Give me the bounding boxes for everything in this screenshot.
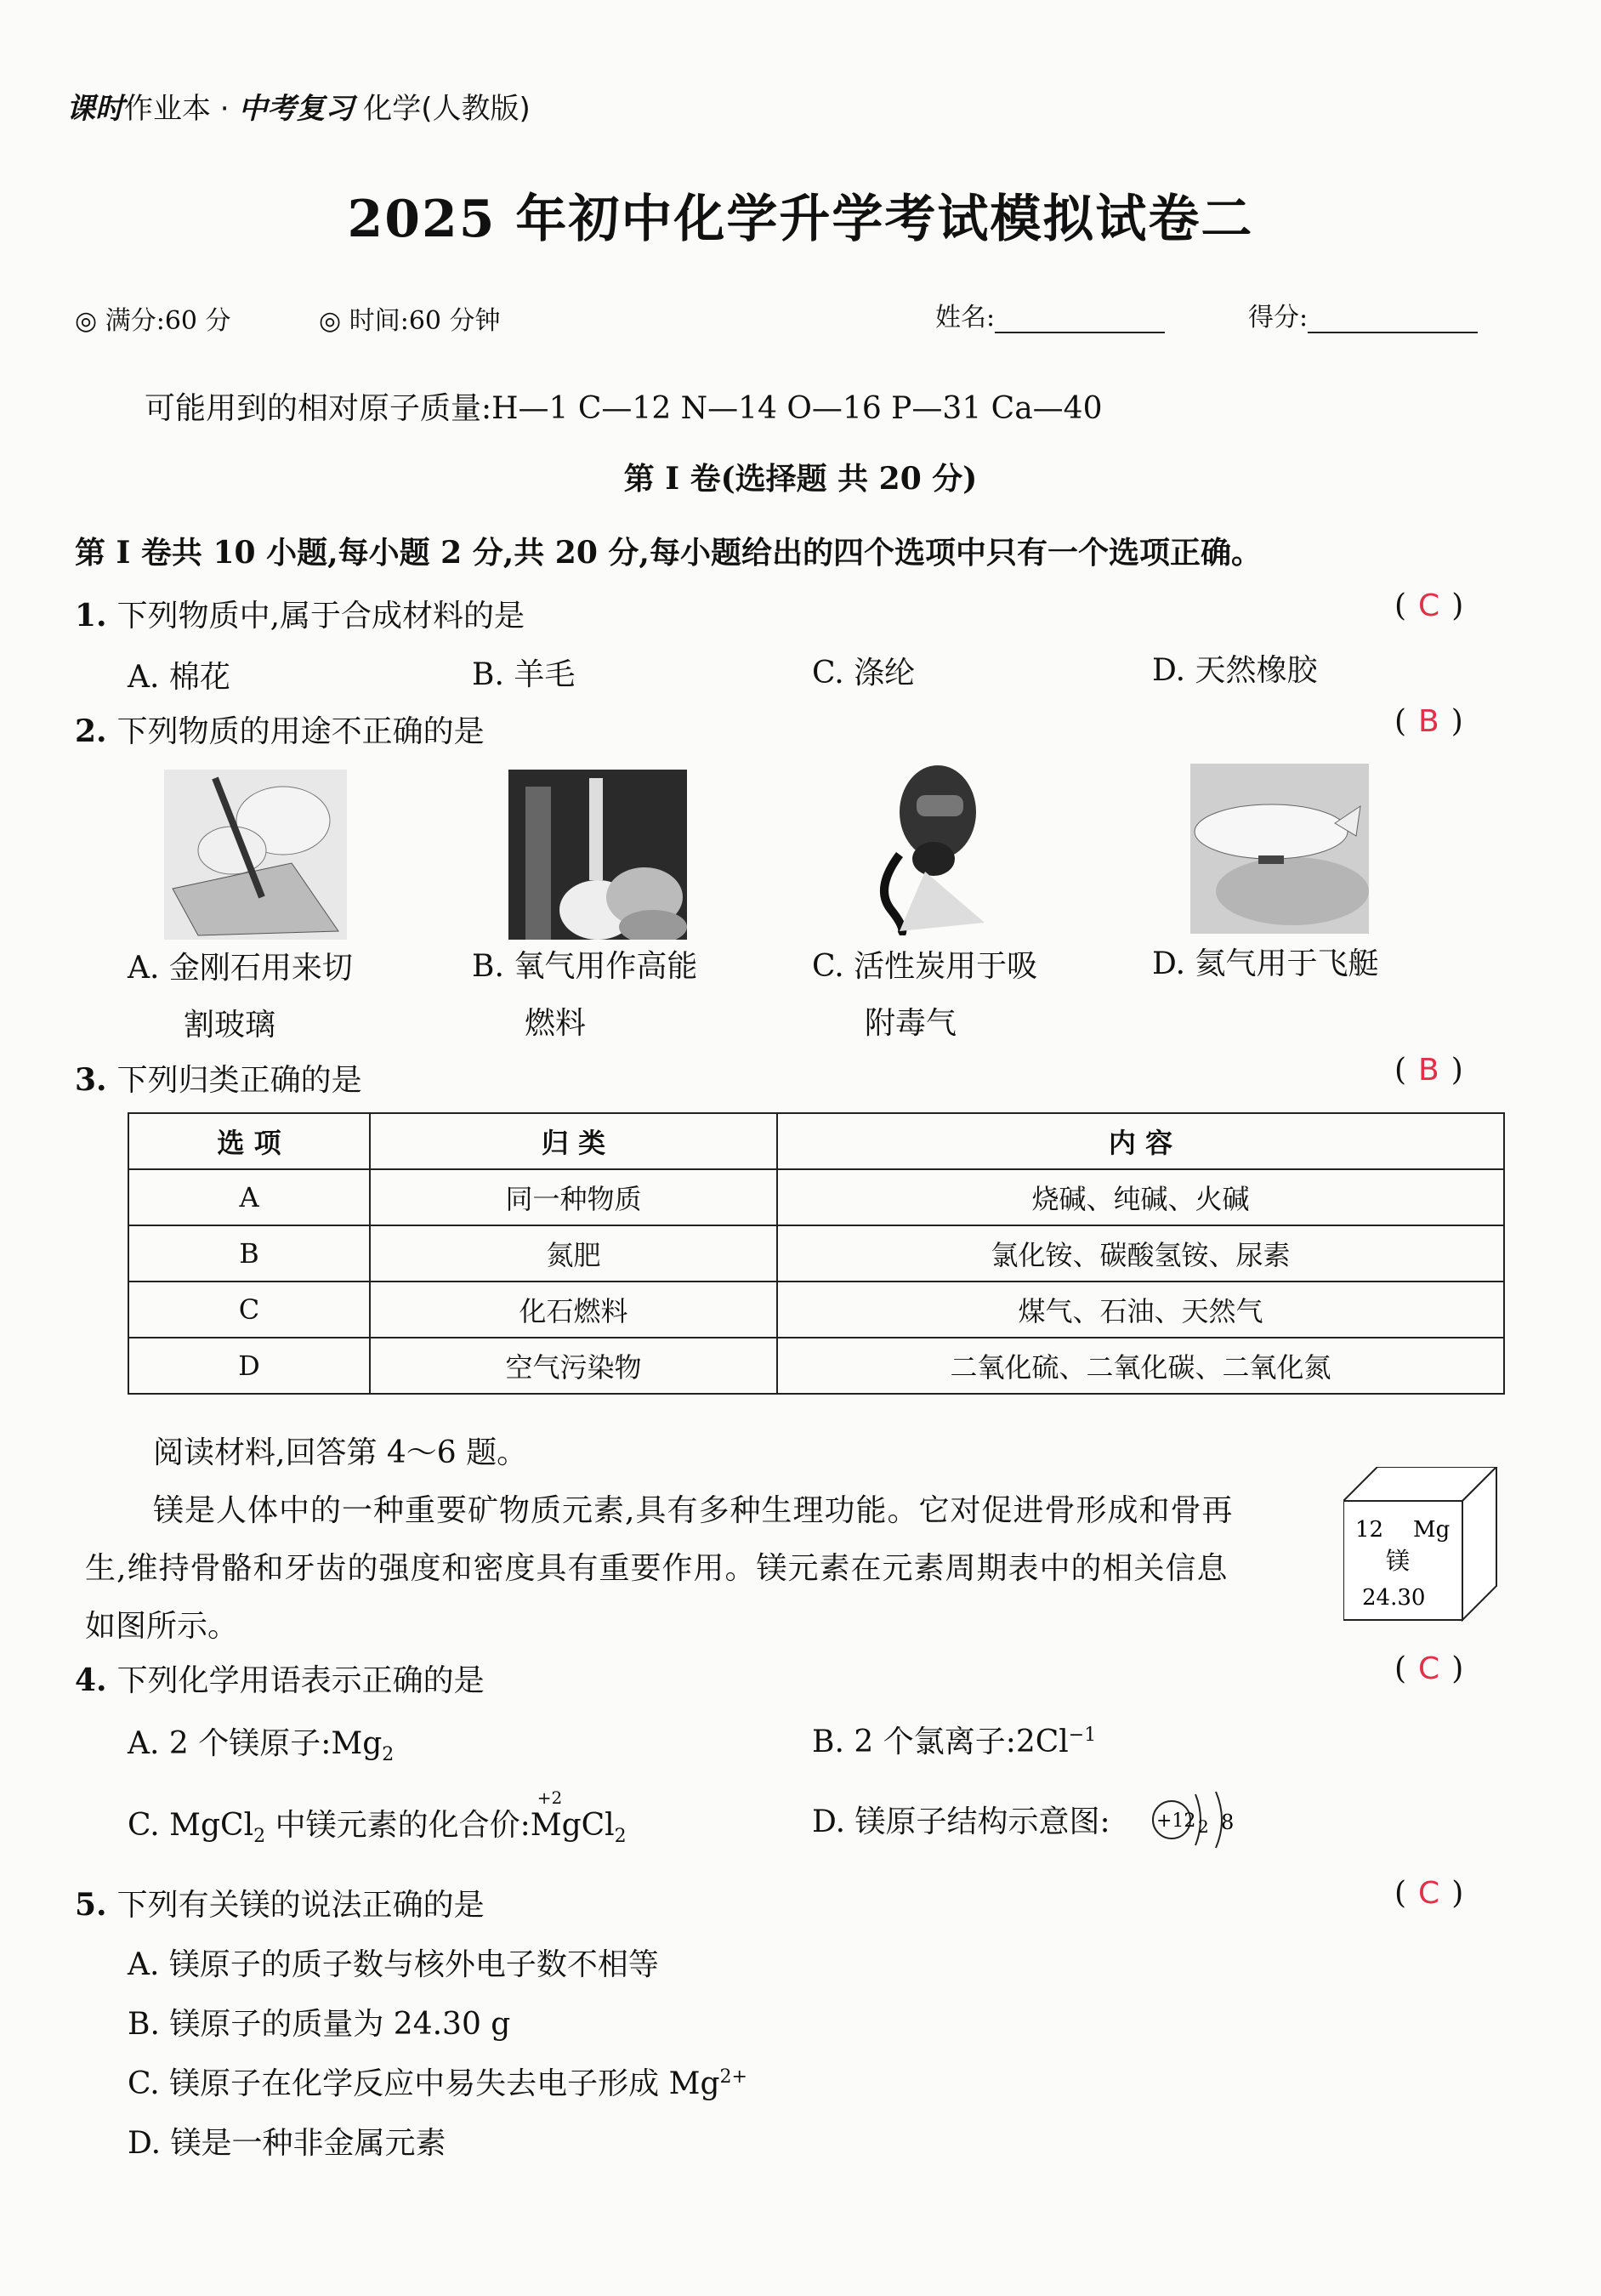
q2-answer-box: ( B ) — [1394, 704, 1463, 739]
nucleus-charge: +12 — [1156, 1810, 1196, 1832]
question-3 — [75, 1056, 362, 1100]
q4-answer: C — [1418, 1651, 1440, 1686]
question-1 — [75, 592, 525, 635]
q5-option-c — [128, 2060, 747, 2103]
q1-stem: 下列物质中,属于合成材料的是 — [116, 599, 525, 634]
q5-option-b: B. 镁原子的质量为 24.30 g — [128, 2007, 511, 2042]
q2-option-b — [472, 942, 697, 1043]
reading-line-3: 如图所示。 — [85, 1609, 239, 1644]
q4-option-c-sub: 2 — [253, 1826, 266, 1848]
table-cell: 氯化铵、碳酸氢铵、尿素 — [777, 1225, 1504, 1282]
gas-mask-image — [866, 761, 1002, 935]
q2-stem: 下列物质的用途不正确的是 — [116, 714, 485, 749]
q2-option-b-line2: 燃料 — [525, 1006, 587, 1041]
q4-option-c — [128, 1787, 627, 1848]
table-row — [128, 1169, 1504, 1225]
table-cell: 化石燃料 — [370, 1282, 777, 1338]
page-title: 2025 年初中化学升学考试模拟试卷二 — [347, 190, 1254, 249]
table-header-cell: 选 项 — [128, 1113, 370, 1169]
table-header-row — [128, 1113, 1504, 1169]
q1-option-c: C. 涤纶 — [812, 656, 916, 691]
shell-2-electrons: 8 — [1221, 1810, 1235, 1834]
time-limit: ◎ 时间:60 分钟 — [319, 306, 501, 336]
q3-answer: B — [1418, 1053, 1439, 1088]
magnesium-atom-diagram — [1150, 1782, 1252, 1858]
question-2 — [75, 708, 485, 751]
q4-option-b-sup: −1 — [1068, 1725, 1097, 1746]
q4-option-d-text: D. 镁原子结构示意图: — [812, 1804, 1110, 1839]
q3-number: 3. — [75, 1062, 107, 1098]
table-cell: 同一种物质 — [370, 1169, 777, 1225]
instruction: 第 I 卷共 10 小题,每小题 2 分,共 20 分,每小题给出的四个选项中只有一个选项正确。 — [75, 535, 1262, 571]
airship-image — [1190, 764, 1369, 934]
q5-answer-box: ( C ) — [1394, 1876, 1464, 1911]
q1-option-b: B. 羊毛 — [472, 657, 576, 692]
q2-option-d: D. 氦气用于飞艇 — [1152, 946, 1379, 981]
q2-number: 2. — [75, 713, 107, 749]
name-field[interactable] — [935, 296, 1165, 333]
table-cell: 空气污染物 — [370, 1338, 777, 1394]
header-part2: 作业本 · — [124, 92, 239, 126]
rocket-launch-image — [508, 770, 687, 940]
header-part4: 化学(人教版) — [354, 92, 531, 126]
q4-option-c-end-sub: 2 — [614, 1826, 627, 1848]
diamond-cutting-image — [164, 770, 347, 940]
name-label: 姓名: — [935, 303, 996, 332]
q4-stem: 下列化学用语表示正确的是 — [116, 1663, 485, 1698]
atomic-masses: 可能用到的相对原子质量:H—1 C—12 N—14 O—16 P—31 Ca—40 — [145, 391, 1103, 426]
q5-option-d: D. 镁是一种非金属元素 — [128, 2126, 446, 2161]
table-header-cell: 归 类 — [370, 1113, 777, 1169]
name-line[interactable] — [995, 306, 1165, 333]
table-row — [128, 1225, 1504, 1282]
q5-answer: C — [1418, 1876, 1440, 1911]
q4-option-a-text: A. 2 个镁原子:Mg — [128, 1726, 383, 1761]
question-4 — [75, 1657, 485, 1700]
q1-option-d: D. 天然橡胶 — [1152, 653, 1318, 688]
reading-line-2: 生,维持骨骼和牙齿的强度和密度具有重要作用。镁元素在元素周期表中的相关信息 — [85, 1551, 1229, 1586]
table-cell: A — [128, 1169, 370, 1225]
question-5 — [75, 1881, 485, 1924]
classification-table — [128, 1112, 1505, 1395]
table-cell: 二氧化硫、二氧化碳、二氧化氮 — [777, 1338, 1504, 1394]
score-line[interactable] — [1308, 306, 1478, 333]
score-label: 得分: — [1248, 303, 1309, 332]
q3-stem: 下列归类正确的是 — [116, 1063, 362, 1098]
book-header — [66, 85, 531, 127]
q2-option-a-line1: A. 金刚石用来切 — [128, 951, 353, 986]
table-row — [128, 1338, 1504, 1394]
q5-option-a: A. 镁原子的质子数与核外电子数不相等 — [128, 1947, 659, 1982]
q3-answer-box: ( B ) — [1394, 1053, 1463, 1088]
shell-1-electrons: 2 — [1198, 1816, 1209, 1837]
reading-intro: 阅读材料,回答第 4～6 题。 — [153, 1435, 528, 1470]
q2-option-c-line1: C. 活性炭用于吸 — [812, 949, 1038, 984]
q4-number: 4. — [75, 1662, 107, 1698]
q1-answer-box: ( C ) — [1394, 588, 1464, 623]
q2-option-a-line2: 割玻璃 — [184, 1008, 276, 1043]
header-part3: 中考复习 — [238, 92, 355, 126]
reading-line-1: 镁是人体中的一种重要矿物质元素,具有多种生理功能。它对促进骨形成和骨再 — [153, 1493, 1234, 1528]
element-name: 镁 — [1386, 1547, 1411, 1575]
q2-option-c-line2: 附毒气 — [865, 1006, 957, 1041]
header-part1: 课时 — [66, 92, 124, 126]
q4-option-d — [812, 1798, 1110, 1841]
element-mass: 24.30 — [1362, 1585, 1426, 1611]
q4-option-c-formula: MgCl — [530, 1808, 615, 1843]
q2-option-c — [812, 942, 1037, 1043]
table-cell: 氮肥 — [370, 1225, 777, 1282]
q5-stem: 下列有关镁的说法正确的是 — [116, 1888, 485, 1923]
table-row — [128, 1282, 1504, 1338]
element-symbol: Mg — [1413, 1517, 1451, 1543]
element-number: 12 — [1355, 1517, 1384, 1543]
q2-option-a — [128, 944, 353, 1044]
q1-answer: C — [1418, 588, 1440, 623]
table-cell: B — [128, 1225, 370, 1282]
q4-option-a-sub: 2 — [382, 1744, 395, 1766]
table-header-cell: 内 容 — [777, 1113, 1504, 1169]
q2-answer: B — [1418, 704, 1439, 739]
score-field[interactable] — [1248, 296, 1478, 333]
q4-option-b-text: B. 2 个氯离子:2Cl — [812, 1725, 1069, 1759]
q1-option-a: A. 棉花 — [128, 660, 230, 695]
section-title: 第 I 卷(选择题 共 20 分) — [623, 461, 978, 497]
q5-option-c-sup: 2+ — [719, 2066, 747, 2088]
q4-option-b — [812, 1718, 1096, 1761]
magnesium-element-card — [1343, 1467, 1505, 1624]
table-cell: C — [128, 1282, 370, 1338]
table-cell: 煤气、石油、天然气 — [777, 1282, 1504, 1338]
q4-answer-box: ( C ) — [1394, 1651, 1464, 1686]
full-score: ◎ 满分:60 分 — [75, 306, 231, 336]
q5-number: 5. — [75, 1887, 107, 1923]
table-cell: 烧碱、纯碱、火碱 — [777, 1169, 1504, 1225]
q4-option-c-mid: 中镁元素的化合价: — [265, 1808, 531, 1843]
table-cell: D — [128, 1338, 370, 1394]
q5-option-c-text: C. 镁原子在化学反应中易失去电子形成 Mg — [128, 2066, 720, 2101]
q4-option-a — [128, 1719, 394, 1765]
q4-option-c-valence: +2 — [537, 1787, 563, 1808]
q4-option-c-text: C. MgCl — [128, 1808, 254, 1843]
q1-number: 1. — [75, 598, 107, 634]
q2-option-b-line1: B. 氧气用作高能 — [472, 949, 698, 984]
